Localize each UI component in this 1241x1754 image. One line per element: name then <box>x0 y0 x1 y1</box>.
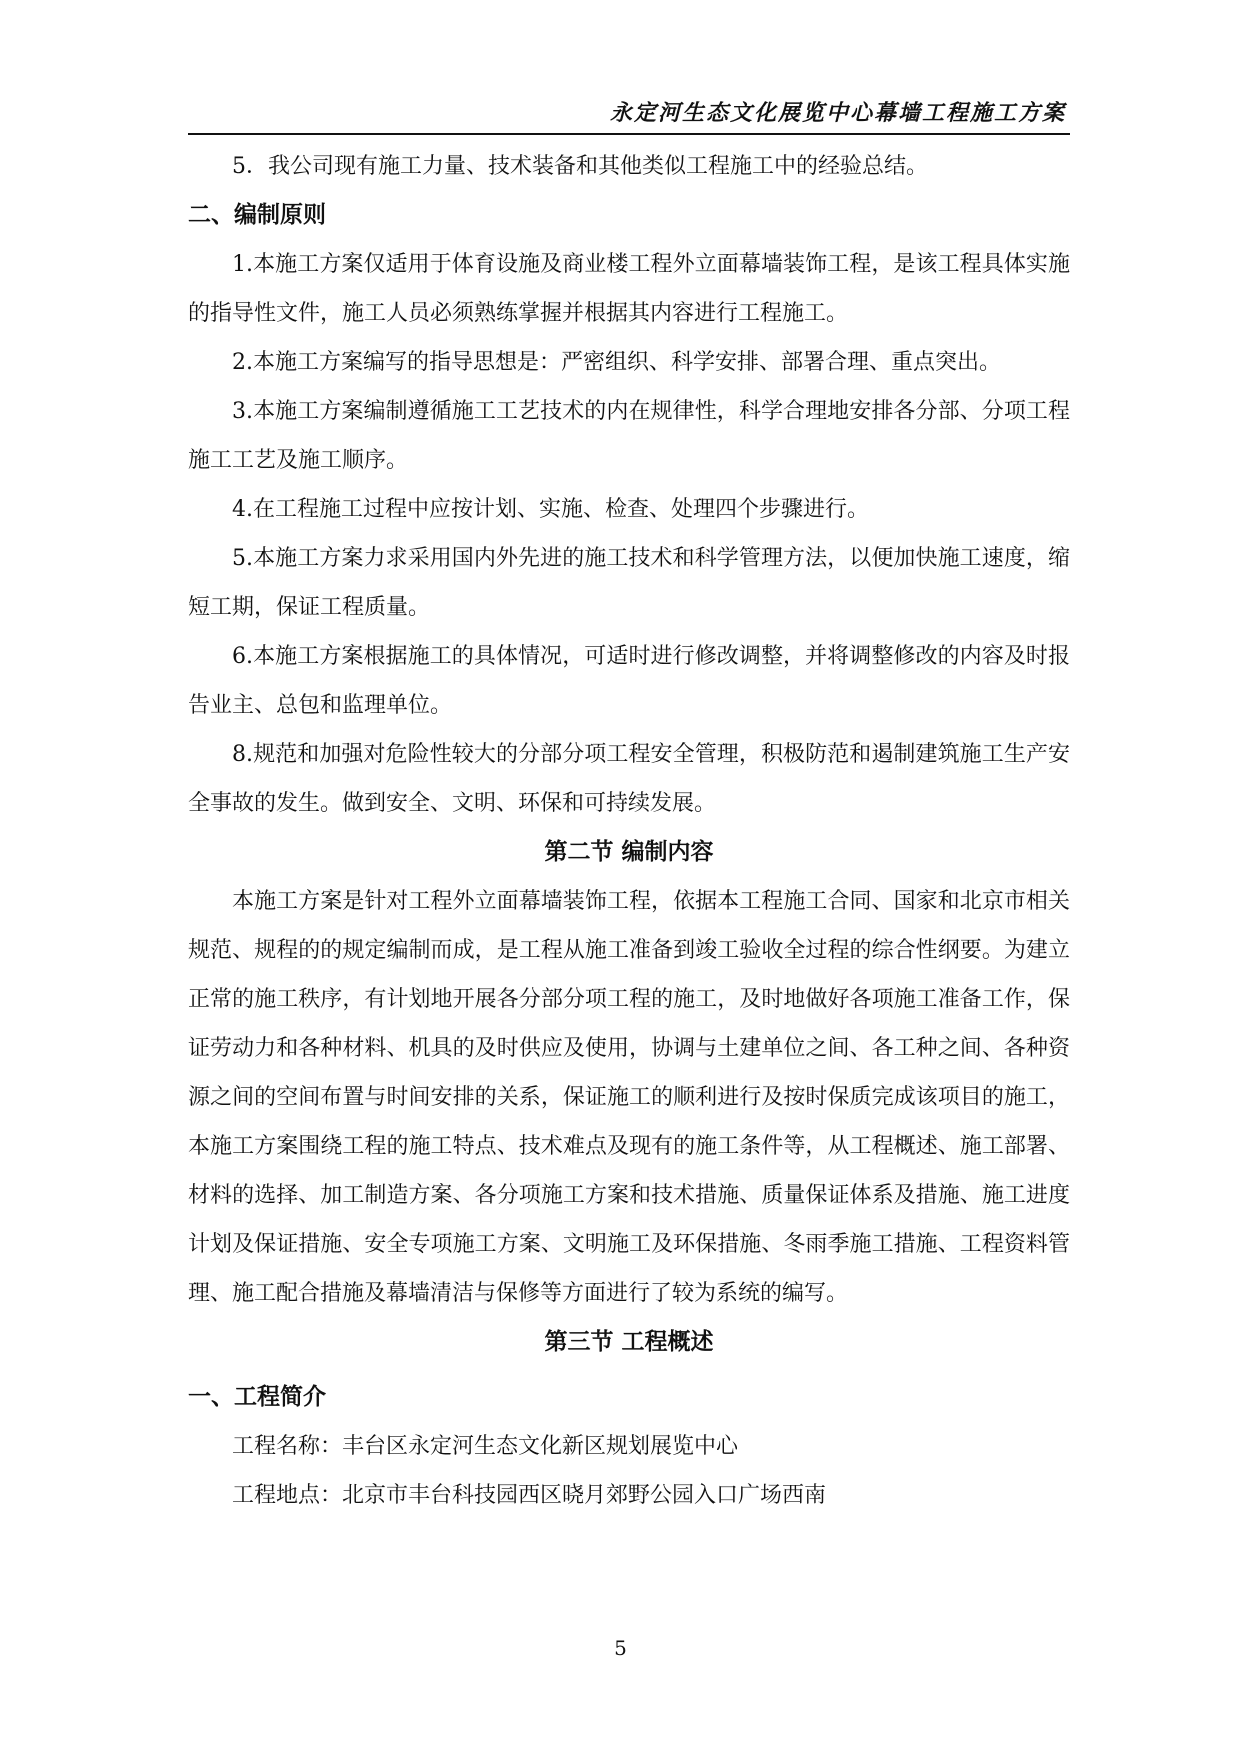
section-title: 第二节 编制内容 <box>544 839 714 865</box>
section-title: 第三节 工程概述 <box>544 1329 714 1355</box>
paragraph: 本施工方案是针对工程外立面幕墙装饰工程，依据本工程施工合同、国家和北京市相关规范、规程的的规定编制而成，是工程从施工准备到竣工验收全过程的综合性纲要。为建立正常的施工秩序，有计划地开展各分部分项工程的施工，及时地做好各项施工准备工作，保证劳动力和各种材料、机具的及时供应及使用，协调与土建单位之间、各工种之间、各种资源之间的空间布置与时间安排的关系，保证施工的顺利进行及按时保质完成该项目的施工，本施工方案围绕工程的施工特点、技术难点及现有的施工条件等，从工程概述、施工部署、材料的选择、加工制造方案、各分项施工方案和技术措施、质量保证体系及措施、施工进度计划及保证措施、安全专项施工方案、文明施工及环保措施、冬雨季施工措施、工程资料管理、施工配合措施及幕墙清洁与保修等方面进行了较为系统的编写。 <box>188 889 1070 1306</box>
paragraph: 4.在工程施工过程中应按计划、实施、检查、处理四个步骤进行。 <box>232 497 869 522</box>
paragraph: 6.本施工方案根据施工的具体情况，可适时进行修改调整，并将调整修改的内容及时报告业主、总包和监理单位。 <box>188 644 1070 718</box>
section-heading: 二、编制原则 <box>188 202 326 228</box>
project-name: 工程名称：丰台区永定河生态文化新区规划展览中心 <box>232 1434 739 1459</box>
paragraph: 3.本施工方案编制遵循施工工艺技术的内在规律性，科学合理地安排各分部、分项工程施工工艺及施工顺序。 <box>188 399 1070 473</box>
paragraph: 1.本施工方案仅适用于体育设施及商业楼工程外立面幕墙装饰工程，是该工程具体实施的指导性文件，施工人员必须熟练掌握并根据其内容进行工程施工。 <box>188 252 1070 326</box>
header-rule <box>188 133 1070 135</box>
page-number: 5 <box>614 1636 627 1660</box>
paragraph: 5.本施工方案力求采用国内外先进的施工技术和科学管理方法，以便加快施工速度，缩短工期，保证工程质量。 <box>188 546 1070 620</box>
paragraph: 2.本施工方案编写的指导思想是：严密组织、科学安排、部署合理、重点突出。 <box>232 350 1001 375</box>
header-title: 永定河生态文化展览中心幕墙工程施工方案 <box>609 100 1066 126</box>
paragraph: 5．我公司现有施工力量、技术装备和其他类似工程施工中的经验总结。 <box>232 154 928 179</box>
paragraph: 8.规范和加强对危险性较大的分部分项工程安全管理，积极防范和遏制建筑施工生产安全事故的发生。做到安全、文明、环保和可持续发展。 <box>188 742 1070 816</box>
document-body <box>188 142 1070 1520</box>
section-heading: 一、工程简介 <box>188 1384 326 1410</box>
project-location: 工程地点：北京市丰台科技园西区晓月郊野公园入口广场西南 <box>232 1483 827 1508</box>
